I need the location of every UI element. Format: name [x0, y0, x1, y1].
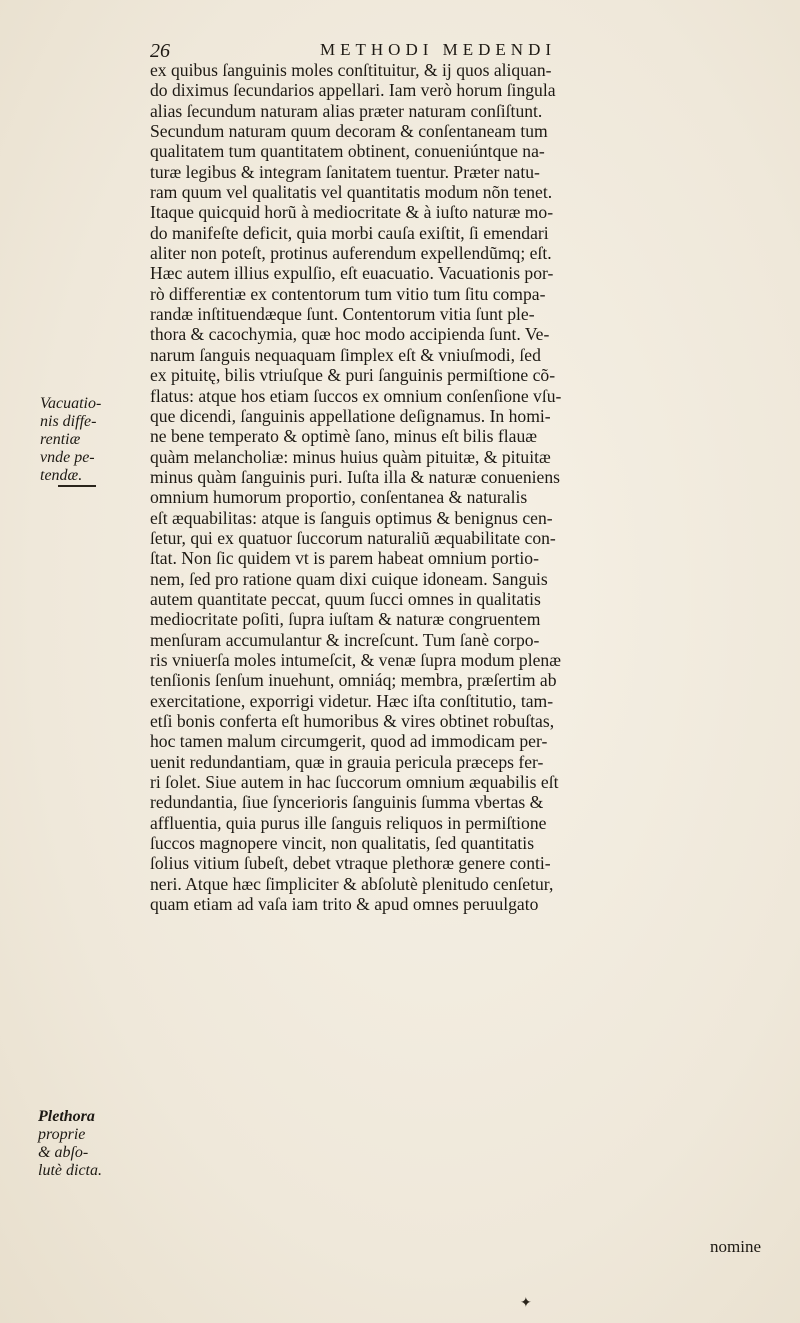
text-line: mediocritate poſiti, ſupra iuſtam & naturæ congruentem — [150, 609, 541, 630]
text-line: ex quibus ſanguinis moles conſtituitur, & ij quos aliquan- — [150, 60, 552, 80]
text-line: Itaque quicquid horũ à mediocritate & à iuſto naturæ mo- — [150, 202, 554, 223]
margin-note-line: proprie — [38, 1126, 86, 1143]
margin-note-line: Vacuatio- — [40, 395, 102, 412]
text-line: etſi bonis conferta eſt humoribus & vires obtinet robuſtas, — [150, 711, 555, 731]
margin-note-line: tendæ. — [40, 467, 83, 484]
main-text-block — [150, 60, 790, 914]
text-line: hoc tamen malum circumgerit, quod ad immodicam per- — [150, 731, 548, 752]
text-line: que dicendi, ſanguinis appellatione deſignamus. In homi- — [150, 405, 551, 426]
text-line: omnium humorum proportio, conſentanea & naturalis — [150, 487, 528, 508]
text-line: rò differentiæ ex contentorum tum vitio tum ſitu compa- — [150, 283, 546, 304]
margin-dash-mark — [58, 485, 96, 487]
text-line: ſetur, qui ex quatuor ſuccorum naturaliũ æquabilitate con- — [150, 527, 556, 548]
text-line: eſt æquabilitas: atque is ſanguis optimus & benignus cen- — [150, 507, 553, 528]
text-line: redundantia, ſiue ſyncerioris ſanguinis ſumma vbertas & — [150, 792, 544, 813]
text-line: randæ inſtituendæque ſunt. Contentorum vitia ſunt ple- — [150, 304, 535, 325]
margin-note-vacuation — [40, 395, 122, 485]
text-line: turæ legibus & integram ſanitatem tuentur. Præter natu- — [150, 161, 540, 182]
text-line: flatus: atque hos etiam ſuccos ex omnium conſenſione vſu- — [150, 385, 562, 406]
text-line: neri. Atque hæc ſimpliciter & abſolutè plenitudo cenſetur, — [150, 873, 554, 894]
text-line: nem, ſed pro ratione quam dixi cuique idoneam. Sanguis — [150, 568, 548, 589]
text-line: ſuccos magnopere vincit, non qualitatis, ſed quantitatis — [150, 833, 535, 854]
text-line: ri ſolet. Siue autem in hac ſuccorum omnium æquabilis eſt — [150, 772, 559, 793]
text-line: ram quum vel qualitatis vel quantitatis modum nõn tenet. — [150, 182, 553, 203]
text-line: thora & cacochymia, quæ hoc modo accipienda ſunt. Ve- — [150, 324, 550, 345]
margin-note-line: lutè dicta. — [38, 1162, 102, 1179]
text-line: Secundum naturam quum decoram & conſentaneam tum — [150, 121, 548, 142]
text-line: ſtat. Non ſic quidem vt is parem habeat omnium portio- — [150, 548, 539, 569]
margin-note-line: vnde pe- — [40, 449, 95, 466]
text-line: do diximus ſecundarios appellari. Iam verò horum ſingula — [150, 80, 556, 101]
margin-note-line: & abſo- — [38, 1144, 89, 1161]
catchword: nomine — [710, 1237, 761, 1256]
text-line: autem quantitate peccat, quum ſucci omnes in qualitatis — [150, 588, 541, 609]
text-line: quam etiam ad vaſa iam trito & apud omnes peruulgato — [150, 894, 539, 915]
text-line: ex pituitę, bilis vtriuſque & puri ſanguinis permiſtione cõ- — [150, 365, 556, 386]
text-line: exercitatione, exporrigi videtur. Hæc iſta conſtitutio, tam- — [150, 690, 554, 711]
margin-note-line: nis diffe- — [40, 413, 97, 430]
text-line: narum ſanguis nequaquam ſimplex eſt & vniuſmodi, ſed — [150, 344, 541, 365]
page-number: 26 — [150, 40, 170, 62]
text-line: quàm melancholiæ: minus huius quàm pituitæ, & pituitæ — [150, 446, 551, 467]
text-line: affluentia, quia purus ille ſanguis reliquos in permiſtione — [150, 812, 547, 833]
text-line: tenſionis ſenſum inuehunt, omniáq; membra, præſertim ab — [150, 670, 557, 691]
text-line: ris vniuerſa moles intumeſcit, & venæ ſupra modum plenæ — [150, 649, 561, 670]
text-line: ſolius vitium ſubeſt, debet vtraque plethoræ genere conti- — [150, 853, 551, 874]
text-line: qualitatem tum quantitatem obtinent, conueniúntque na- — [150, 141, 545, 162]
text-line: do manifeſte deficit, quia morbi cauſa exiſtit, ſi emendari — [150, 222, 549, 243]
running-head: METHODI MEDENDI — [320, 40, 557, 59]
text-line: menſuram accumulantur & increſcunt. Tum ſanè corpo- — [150, 629, 540, 650]
text-line: ne bene temperato & optimè ſano, minus eſt bilis flauæ — [150, 426, 537, 447]
text-line: aliter non poteſt, protinus auferendum expellendũmq; eſt. — [150, 243, 552, 264]
margin-note-plethora — [38, 1108, 120, 1180]
text-line: Hæc autem illius expulſio, eſt euacuatio. Vacuationis por- — [150, 263, 554, 284]
text-line: minus quàm ſanguinis puri. Iuſta illa & naturæ conueniens — [150, 466, 560, 487]
fleuron-ornament-icon: ✦ — [520, 1295, 532, 1311]
text-line: alias ſecundum naturam alias præter naturam conſiſtunt. — [150, 100, 543, 121]
text-line: uenit redundantiam, quæ in grauia pericula præceps fer- — [150, 751, 544, 772]
margin-note-line: Plethora — [38, 1108, 95, 1125]
margin-note-line: rentiæ — [40, 431, 81, 448]
